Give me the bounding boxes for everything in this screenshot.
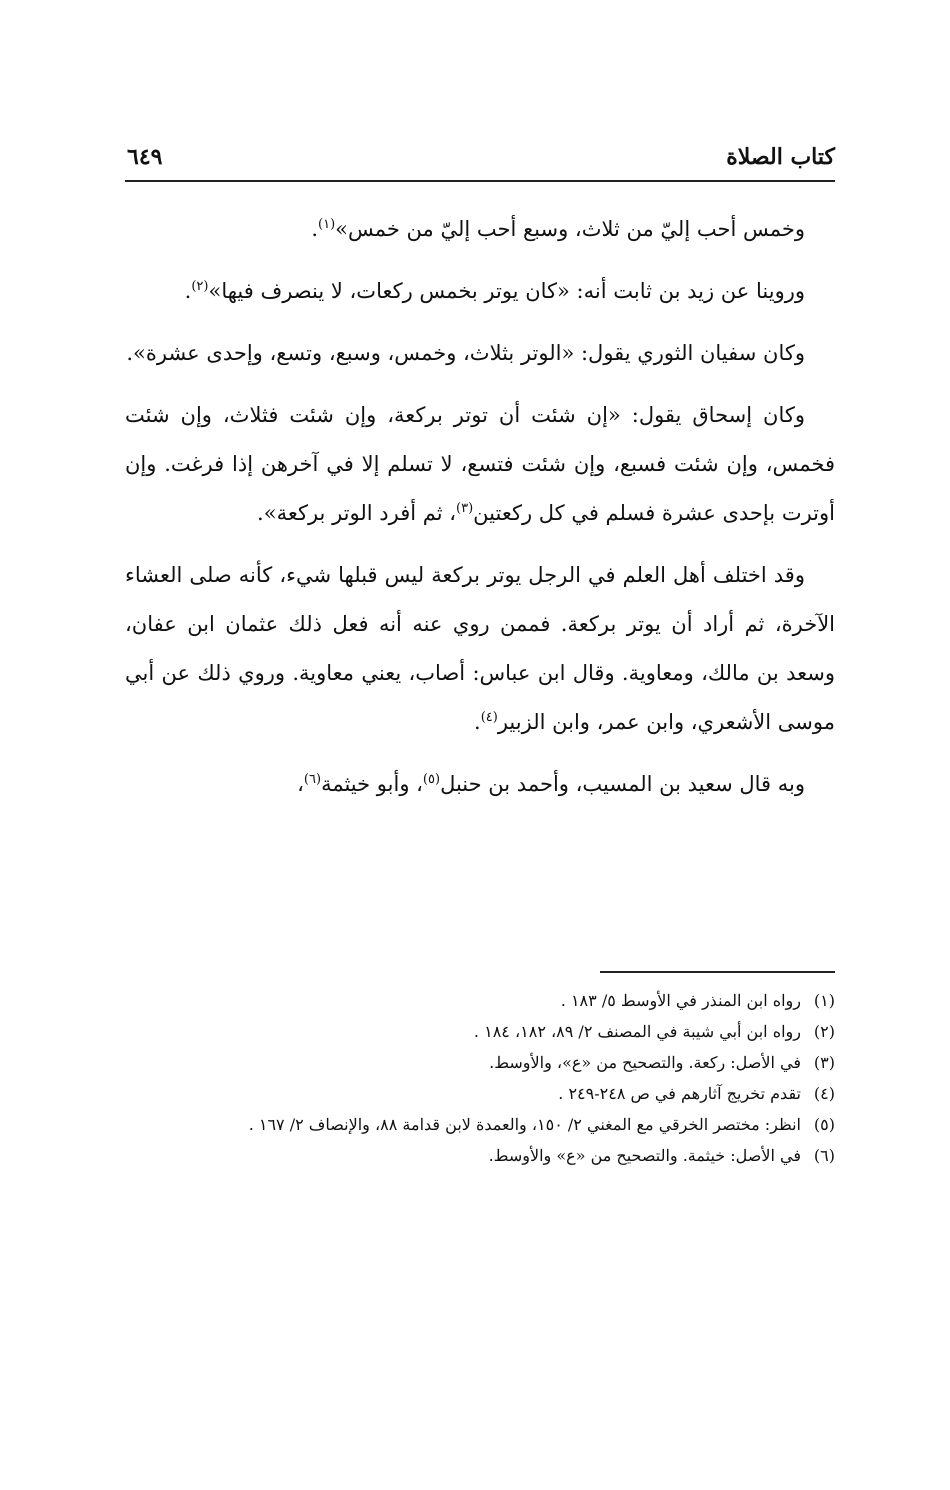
footnote-ref[interactable]: (١) bbox=[318, 217, 336, 232]
paragraph-tail: ، وأبو خيثمة bbox=[321, 772, 423, 796]
paragraph-text: وقد اختلف أهل العلم في الرجل يوتر بركعة ليس قبلها شيء، كأنه صلى العشاء الآخرة، ثم أراد أن يوتر بركعة. فممن روي عنه أنه فعل ذلك عثمان ابن عفان، وسعد بن مالك، ومعاوية. وقال ابن عباس: أصاب، يعني معاوية. وروي ذلك عن أبي موسى الأشعري، وابن عمر، وابن الزبير bbox=[125, 563, 835, 734]
footnote-number: (٣) bbox=[813, 1053, 835, 1072]
footnote-ref[interactable]: (٤) bbox=[480, 710, 498, 725]
footnote-ref[interactable]: (٥) bbox=[422, 772, 441, 787]
footnote-item bbox=[125, 985, 835, 1016]
paragraph-text: وروينا عن زيد بن ثابت أنه: «كان يوتر بخمس ركعات، لا ينصرف فيها» bbox=[208, 279, 805, 303]
footnote-item bbox=[125, 1078, 835, 1109]
paragraph-tail: ، ثم أفرد الوتر بركعة». bbox=[257, 501, 457, 525]
paragraph bbox=[125, 329, 835, 378]
main-text bbox=[125, 205, 835, 822]
footnote-text: رواه ابن أبي شيبة في المصنف ٢/ ٨٩، ١٨٢، ١٨٤ . bbox=[473, 1022, 801, 1041]
paragraph bbox=[125, 551, 835, 747]
paragraph-text: وكان سفيان الثوري يقول: «الوتر بثلاث، وخمس، وسبع، وتسع، وإحدى عشرة». bbox=[126, 341, 805, 365]
footnotes bbox=[125, 985, 835, 1171]
paragraph bbox=[125, 760, 835, 809]
footnote-item bbox=[125, 1047, 835, 1078]
footnote-text: انظر: مختصر الخرقي مع المغني ٢/ ١٥٠، والعمدة لابن قدامة ٨٨، والإنصاف ٢/ ١٦٧ . bbox=[248, 1115, 801, 1134]
footnote-item bbox=[125, 1140, 835, 1171]
footnote-item bbox=[125, 1109, 835, 1140]
page-number: ٦٤٩ bbox=[127, 144, 163, 170]
footnote-text: في الأصل: خيثمة. والتصحيح من «ع» والأوسط. bbox=[488, 1146, 801, 1165]
chapter-title: كتاب الصلاة bbox=[726, 144, 835, 170]
footnote-number: (٥) bbox=[813, 1115, 835, 1134]
paragraph-tail: . bbox=[474, 710, 481, 734]
footnote-ref[interactable]: (٦) bbox=[303, 772, 322, 787]
footnote-number: (٢) bbox=[813, 1022, 835, 1041]
paragraph-tail: . bbox=[311, 217, 318, 241]
paragraph bbox=[125, 267, 835, 316]
footnote-item bbox=[125, 1016, 835, 1047]
paragraph-text: وخمس أحب إليّ من ثلاث، وسبع أحب إليّ من خمس» bbox=[335, 217, 805, 241]
footnote-text: في الأصل: ركعة. والتصحيح من «ع»، والأوسط. bbox=[489, 1053, 801, 1072]
paragraph bbox=[125, 391, 835, 538]
footnote-number: (٦) bbox=[813, 1146, 835, 1165]
footnote-number: (٤) bbox=[813, 1084, 835, 1103]
footnote-ref[interactable]: (٣) bbox=[456, 501, 474, 516]
paragraph-tail: ، bbox=[297, 772, 304, 796]
paragraph-text: وكان إسحاق يقول: «إن شئت أن توتر بركعة، وإن شئت فثلاث، وإن شئت فخمس، وإن شئت فسبع، وإن شئت فتسع، لا تسلم إلا في آخرهن إذا فرغت. وإن أوترت بإحدى عشرة فسلم في كل ركعتين bbox=[125, 403, 835, 525]
footnote-number: (١) bbox=[813, 991, 835, 1010]
paragraph-text: وبه قال سعيد بن المسيب، وأحمد بن حنبل bbox=[440, 772, 805, 796]
paragraph bbox=[125, 205, 835, 254]
footnote-text: تقدم تخريج آثارهم في ص ٢٤٨-٢٤٩ . bbox=[558, 1084, 801, 1103]
paragraph-tail: . bbox=[184, 279, 192, 303]
footnote-ref[interactable]: (٢) bbox=[191, 279, 209, 294]
header-divider bbox=[125, 180, 835, 182]
footnote-text: رواه ابن المنذر في الأوسط ٥/ ١٨٣ . bbox=[560, 991, 801, 1010]
page-header bbox=[125, 140, 835, 184]
footnote-divider bbox=[600, 971, 835, 973]
